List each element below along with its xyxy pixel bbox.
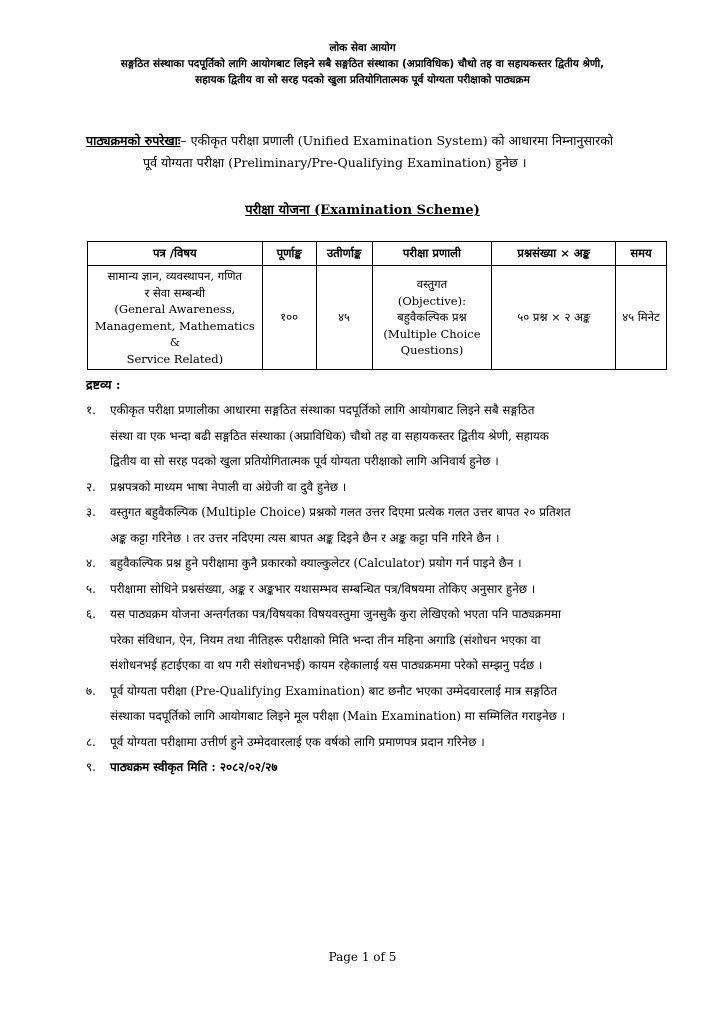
note-item	[86, 475, 666, 501]
subject-line: Service Related)	[126, 351, 224, 366]
note-number: ७.	[86, 683, 96, 698]
note-text	[110, 475, 666, 501]
system-line: वस्तुगत	[416, 277, 448, 292]
note-item	[86, 398, 666, 475]
table-row	[88, 266, 667, 370]
note-line: एकीकृत परीक्षा प्रणालीका आधारमा सङ्गठित संस्थाका पदपूर्तिको लागि आयोगबाट लिइने सबै सङ्गठित	[110, 403, 535, 417]
header-title-line-1: सङ्गठित संस्थाका पदपूर्तिको लागि आयोगबाट लिइने सबै सङ्गठित संस्थाका (अप्राविधिक) चौथो तह वा सहायकस्तर द्वितीय श्रेणी,	[120, 58, 605, 70]
exam-scheme-table	[87, 241, 667, 370]
note-item	[86, 551, 666, 577]
system-line: बहुवैकल्पिक प्रश्न	[397, 310, 467, 325]
cell-subject	[88, 266, 263, 370]
note-item	[86, 577, 666, 603]
notes-list	[86, 398, 666, 781]
note-text	[110, 551, 666, 577]
note-line: पूर्व योग्यता परीक्षा (Pre-Qualifying Examination) बाट छनौट भएका उम्मेदवारलाई मात्र सङ्गठित	[110, 683, 558, 698]
cell-pass-marks: ४५	[316, 266, 372, 370]
note-line: अङ्क कट्टा गरिनेछ । तर उत्तर नदिएमा त्यस बापत अङ्क दिइने छैन र अङ्क कट्टा पनि गरिने छैन ।	[110, 530, 500, 545]
note-number: ३.	[86, 505, 96, 519]
note-line: संस्था वा एक भन्दा बढी सङ्गठित संस्थाका (अप्राविधिक) चौथो तह वा सहायकस्तर द्वितीय श्रेणी, सहायक	[110, 428, 549, 443]
notes-heading: द्रष्टव्य :	[86, 377, 121, 392]
note-text	[110, 730, 666, 756]
cell-exam-system	[372, 266, 492, 370]
table-header-row	[88, 242, 667, 266]
note-number: १.	[86, 403, 96, 417]
syllabus-outline	[86, 130, 646, 174]
header-pass-marks: उतीर्णाङ्क	[316, 242, 372, 266]
system-line: (Multiple Choice	[383, 326, 481, 341]
subject-line: Management, Mathematics &	[94, 318, 255, 349]
note-line: द्वितीय वा सो सरह पदको खुला प्रतियोगितात्मक पूर्व योग्यता परीक्षाको लागि अनिवार्य हुनेछ ।	[110, 454, 499, 468]
header-questions-marks: प्रश्नसंख्या × अङ्क	[492, 242, 616, 266]
note-line: बहुवैकल्पिक प्रश्न हुने परीक्षामा कुनै प्रकारको क्याल्कुलेटर (Calculator) प्रयोग गर्न पाइने छैन ।	[110, 556, 522, 570]
note-item	[86, 730, 666, 756]
cell-time: ४५ मिनेट	[616, 266, 667, 370]
note-text	[110, 577, 666, 603]
cell-questions-marks: ५० प्रश्न × २ अङ्क	[492, 266, 616, 370]
note-line: परेका संविधान, ऐन, नियम तथा नीतिहरू परीक्षाको मिति भन्दा तीन महिना अगाडि (संशोधन भएका वा	[110, 632, 541, 647]
note-text	[110, 602, 666, 679]
note-number: ८.	[86, 734, 96, 749]
note-number: ९.	[86, 760, 96, 774]
note-item	[86, 679, 666, 730]
note-number: ६.	[86, 607, 96, 621]
outline-label: पाठ्यक्रमको रुपरेखाः	[86, 133, 181, 148]
note-number: २.	[86, 479, 96, 494]
subject-line: र सेवा सम्बन्धी	[144, 285, 206, 300]
note-number: ४.	[86, 556, 96, 570]
header-commission-name: लोक सेवा आयोग	[329, 42, 396, 54]
note-line: वस्तुगत बहुवैकल्पिक (Multiple Choice) प्रश्नको गलत उत्तर दिएमा प्रत्येक गलत उत्तर बापत २० प्रतिशत	[110, 505, 571, 519]
note-text	[110, 679, 666, 730]
cell-full-marks: १००	[262, 266, 316, 370]
note-line: संस्थाका पदपूर्तिको लागि आयोगबाट लिइने मूल परीक्षा (Main Examination) मा सम्मिलित गराइनेछ ।	[110, 709, 566, 723]
outline-text-2: पूर्व योग्यता परीक्षा (Preliminary/Pre-Qualifying Examination) हुनेछ ।	[143, 155, 527, 170]
note-text	[110, 755, 666, 781]
note-line: यस पाठ्यक्रम योजना अन्तर्गतका पत्र/विषयका विषयवस्तुमा जुनसुकै कुरा लेखिएको भएता पनि पाठ्यक्रममा	[110, 607, 562, 621]
note-line: पाठ्यक्रम स्वीकृत मिति : २०८२/०२/२७	[110, 760, 278, 774]
system-line: (Objective):	[397, 293, 466, 308]
note-text	[110, 500, 666, 551]
note-line: परीक्षामा सोधिने प्रश्नसंख्या, अङ्क र अङ्कभार यथासम्भव सम्बन्धित पत्र/विषयमा तोकिए अनुसार हुनेछ ।	[110, 581, 536, 596]
header-exam-system: परीक्षा प्रणाली	[372, 242, 492, 266]
header-full-marks: पूर्णाङ्क	[262, 242, 316, 266]
exam-scheme-title: परीक्षा योजना (Examination Scheme)	[245, 203, 480, 218]
note-item	[86, 755, 666, 781]
header-time: समय	[616, 242, 667, 266]
subject-line: सामान्य ज्ञान, व्यवस्थापन, गणित	[107, 269, 243, 283]
header-subject: पत्र /विषय	[88, 242, 263, 266]
note-text	[110, 398, 666, 475]
note-line: पूर्व योग्यता परीक्षामा उत्तीर्ण हुने उम्मेदवारलाई एक वर्षको लागि प्रमाणपत्र प्रदान गरिनेछ ।	[110, 734, 485, 749]
page-number: Page 1 of 5	[328, 950, 397, 964]
document-header	[40, 40, 685, 88]
outline-text-1: – एकीकृत परीक्षा प्रणाली (Unified Examination System) को आधारमा निम्नानुसारको	[180, 133, 614, 148]
note-line: संशोधनभई हटाईएका वा थप गरी संशोधनभई) कायम रहेकालाई यस पाठ्यक्रममा परेको सम्झनु पर्दछ ।	[110, 658, 543, 672]
system-line: Questions)	[400, 343, 464, 358]
note-line: प्रश्नपत्रको माध्यम भाषा नेपाली वा अंग्रेजी वा दुवै हुनेछ ।	[110, 479, 347, 494]
subject-line: (General Awareness,	[114, 302, 236, 316]
header-title-line-2: सहायक द्वितीय वा सो सरह पदको खुला प्रतियोगितात्मक पूर्व योग्यता परीक्षाको पाठ्यक्रम	[195, 74, 530, 86]
note-number: ५.	[86, 581, 96, 596]
note-item	[86, 602, 666, 679]
note-item	[86, 500, 666, 551]
